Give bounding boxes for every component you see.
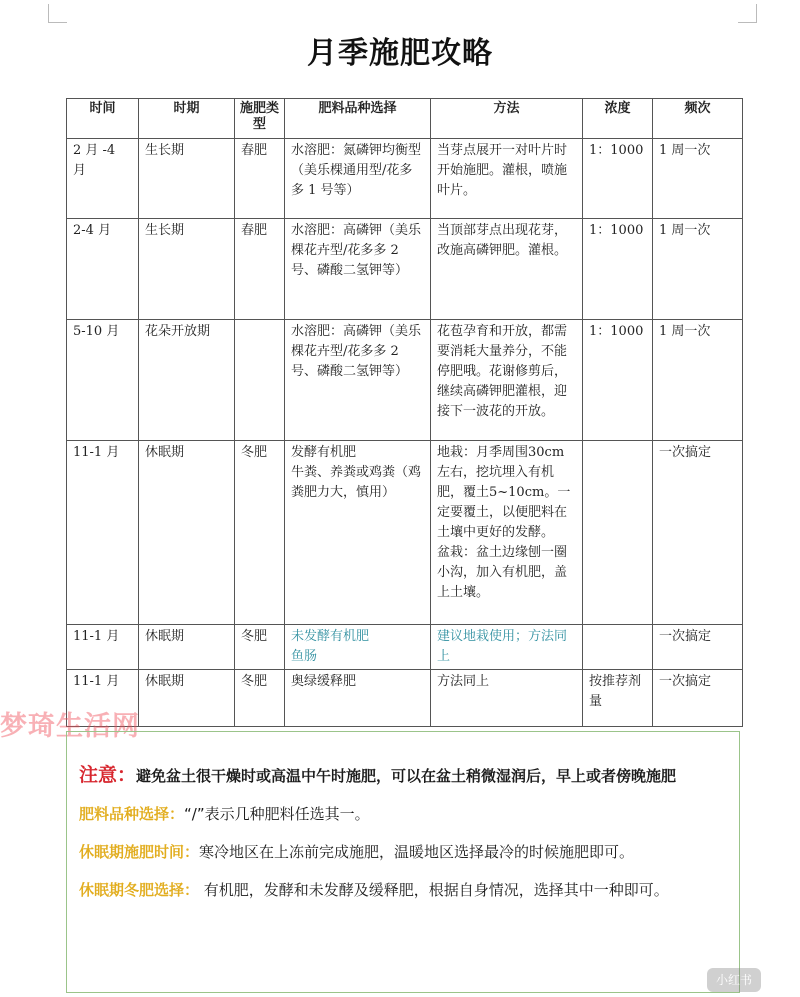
header-concentration: 浓度 bbox=[583, 99, 653, 139]
cell-fertilizer: 水溶肥：高磷钾（美乐棵花卉型/花多多 2 号、磷酸二氢钾等） bbox=[285, 320, 431, 441]
table-row bbox=[67, 320, 743, 441]
cell-method: 当芽点展开一对叶片时开始施肥。灌根，喷施叶片。 bbox=[431, 139, 583, 219]
cell-period: 花朵开放期 bbox=[139, 320, 235, 441]
crop-mark-left bbox=[48, 4, 67, 23]
cell-period: 生长期 bbox=[139, 219, 235, 320]
cell-time: 2 月 -4 月 bbox=[67, 139, 139, 219]
table-header-row bbox=[67, 99, 743, 139]
variety-label: 肥料品种选择： bbox=[79, 805, 185, 823]
cell-frequency: 一次搞定 bbox=[653, 670, 743, 727]
cell-concentration: 1：1000 bbox=[583, 219, 653, 320]
dormant-time-paragraph bbox=[79, 835, 727, 869]
header-frequency: 频次 bbox=[653, 99, 743, 139]
crop-mark-right bbox=[738, 4, 757, 23]
page-title: 月季施肥攻略 bbox=[307, 36, 493, 71]
header-time: 时间 bbox=[67, 99, 139, 139]
cell-type: 冬肥 bbox=[235, 441, 285, 625]
cell-method: 当顶部芽点出现花芽，改施高磷钾肥。灌根。 bbox=[431, 219, 583, 320]
cell-fertilizer: 水溶肥：氮磷钾均衡型（美乐棵通用型/花多多 1 号等） bbox=[285, 139, 431, 219]
note-paragraph bbox=[79, 758, 727, 793]
cell-frequency: 一次搞定 bbox=[653, 441, 743, 625]
cell-concentration: 1：1000 bbox=[583, 139, 653, 219]
cell-time: 11-1 月 bbox=[67, 670, 139, 727]
cell-frequency: 1 周一次 bbox=[653, 219, 743, 320]
site-watermark: 梦琦生活网 bbox=[0, 711, 140, 742]
cell-time: 5-10 月 bbox=[67, 320, 139, 441]
cell-type bbox=[235, 320, 285, 441]
cell-method: 花苞孕育和开放，都需要消耗大量养分，不能停肥哦。花谢修剪后，继续高磷钾肥灌根，迎接下一波花的开放。 bbox=[431, 320, 583, 441]
dormant-fert-paragraph bbox=[79, 873, 727, 907]
cell-time: 2-4 月 bbox=[67, 219, 139, 320]
cell-time: 11-1 月 bbox=[67, 625, 139, 670]
variety-text: “/”表示几种肥料任选其一。 bbox=[184, 805, 370, 823]
table-row bbox=[67, 441, 743, 625]
dormant-time-text: 寒冷地区在上冻前完成施肥，温暖地区选择最冷的时候施肥即可。 bbox=[199, 843, 635, 861]
table-row bbox=[67, 625, 743, 670]
header-type: 施肥类型 bbox=[235, 99, 285, 139]
cell-frequency: 1 周一次 bbox=[653, 320, 743, 441]
cell-concentration bbox=[583, 625, 653, 670]
cell-type: 冬肥 bbox=[235, 625, 285, 670]
fertilizer-table bbox=[66, 98, 743, 727]
header-fertilizer: 肥料品种选择 bbox=[285, 99, 431, 139]
table-row bbox=[67, 219, 743, 320]
dormant-fert-label: 休眠期冬肥选择： bbox=[79, 881, 200, 899]
table-row bbox=[67, 139, 743, 219]
cell-period: 休眠期 bbox=[139, 625, 235, 670]
cell-period: 生长期 bbox=[139, 139, 235, 219]
notes-box bbox=[66, 731, 740, 993]
cell-frequency: 1 周一次 bbox=[653, 139, 743, 219]
header-period: 时期 bbox=[139, 99, 235, 139]
cell-fertilizer: 未发酵有机肥 鱼肠 bbox=[285, 625, 431, 670]
note-text: 避免盆土很干燥时或高温中午时施肥，可以在盆土稍微湿润后，早上或者傍晚施肥 bbox=[136, 767, 677, 785]
cell-type: 冬肥 bbox=[235, 670, 285, 727]
cell-concentration bbox=[583, 441, 653, 625]
cell-concentration: 1：1000 bbox=[583, 320, 653, 441]
cell-period: 休眠期 bbox=[139, 441, 235, 625]
dormant-fert-text: 有机肥，发酵和未发酵及缓释肥，根据自身情况，选择其中一种即可。 bbox=[199, 881, 669, 899]
note-label: 注意： bbox=[79, 764, 137, 786]
cell-time: 11-1 月 bbox=[67, 441, 139, 625]
cell-method: 地栽：月季周围30cm 左右，挖坑埋入有机肥，覆土5~10cm。一定要覆土，以便肥料在土壤中更好的发酵。 盆栽：盆土边缘刨一圈小沟，加入有机肥，盖上土壤。 bbox=[431, 441, 583, 625]
cell-type: 春肥 bbox=[235, 219, 285, 320]
cell-fertilizer: 奥绿缓释肥 bbox=[285, 670, 431, 727]
dormant-time-label: 休眠期施肥时间： bbox=[79, 843, 200, 861]
table-row bbox=[67, 670, 743, 727]
cell-frequency: 一次搞定 bbox=[653, 625, 743, 670]
cell-fertilizer: 水溶肥：高磷钾（美乐棵花卉型/花多多 2 号、磷酸二氢钾等） bbox=[285, 219, 431, 320]
corner-watermark: 小红书 bbox=[707, 968, 761, 992]
cell-type: 春肥 bbox=[235, 139, 285, 219]
header-method: 方法 bbox=[431, 99, 583, 139]
cell-period: 休眠期 bbox=[139, 670, 235, 727]
cell-method: 方法同上 bbox=[431, 670, 583, 727]
cell-method: 建议地栽使用；方法同上 bbox=[431, 625, 583, 670]
variety-paragraph bbox=[79, 797, 727, 831]
cell-fertilizer: 发酵有机肥 牛粪、养粪或鸡粪（鸡粪肥力大，慎用） bbox=[285, 441, 431, 625]
cell-concentration: 按推荐剂量 bbox=[583, 670, 653, 727]
